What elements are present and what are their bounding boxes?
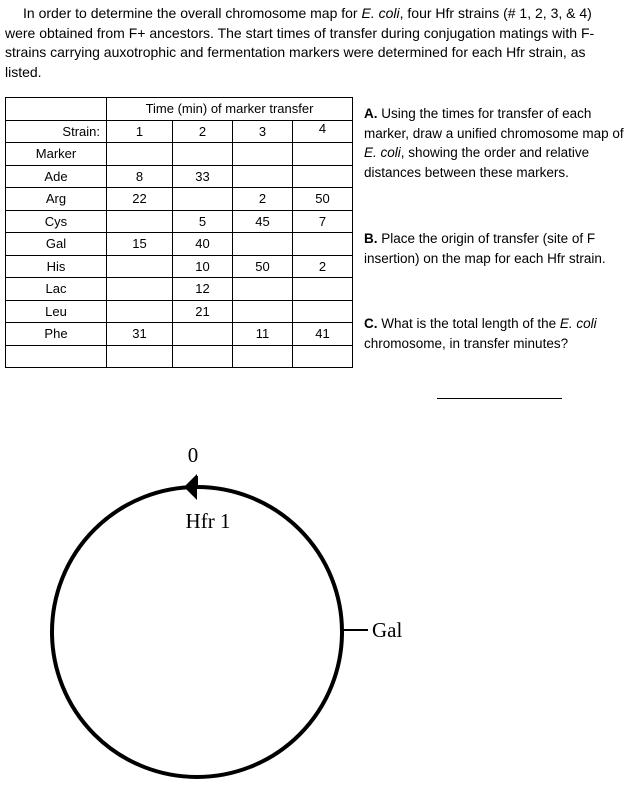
time-cell xyxy=(107,300,173,323)
marker-cell: His xyxy=(6,255,107,278)
time-cell: 45 xyxy=(233,210,293,233)
time-cell xyxy=(107,210,173,233)
time-cell xyxy=(233,233,293,256)
time-cell: 33 xyxy=(173,165,233,188)
time-cell: 31 xyxy=(107,323,173,346)
strain-header: 1 xyxy=(107,120,173,143)
marker-cell: Gal xyxy=(6,233,107,256)
time-cell xyxy=(107,255,173,278)
time-cell xyxy=(173,323,233,346)
time-cell: 2 xyxy=(233,188,293,211)
strain-header: 3 xyxy=(233,120,293,143)
time-cell: 10 xyxy=(173,255,233,278)
strain-label: Strain: xyxy=(6,120,107,143)
transfer-time-table xyxy=(5,97,353,368)
question-b: B. Place the origin of transfer (site of F insertion) on the map for each Hfr strain. xyxy=(364,231,606,266)
table-row xyxy=(6,323,353,346)
table-row xyxy=(6,300,353,323)
strain-header: 2 xyxy=(173,120,233,143)
table-corner xyxy=(6,98,107,121)
time-cell: 15 xyxy=(107,233,173,256)
time-cell xyxy=(233,165,293,188)
marker-cell: Phe xyxy=(6,323,107,346)
question-c: C. What is the total length of the E. coli chromosome, in transfer minutes? xyxy=(364,316,597,351)
table-row xyxy=(6,233,353,256)
question-c-letter: C. xyxy=(364,316,378,331)
time-cell: 50 xyxy=(293,188,353,211)
table-row xyxy=(6,255,353,278)
time-cell: 5 xyxy=(173,210,233,233)
time-cell: 12 xyxy=(173,278,233,301)
table-row xyxy=(6,188,353,211)
time-cell xyxy=(293,233,353,256)
time-cell: 11 xyxy=(233,323,293,346)
time-cell xyxy=(107,278,173,301)
intro-text-1: In order to determine the overall chromosome map for xyxy=(23,5,362,21)
table-title: Time (min) of marker transfer xyxy=(107,98,353,121)
question-a-letter: A. xyxy=(364,106,378,121)
time-cell xyxy=(293,278,353,301)
intro-text-2: , four Hfr strains (# 1, 2, 3, & 4) were obtained from F+ ancestors. The start times of transfer during conjugation matings with F- strains carrying auxotrophic and fermentation markers were determined for each Hfr strain, as listed. xyxy=(5,5,595,80)
question-a: A. Using the times for transfer of each marker, draw a unified chromosome map of E. coli, showing the order and relative distances between these markers. xyxy=(364,106,624,180)
time-cell xyxy=(173,188,233,211)
strain-header: 4 xyxy=(293,120,353,143)
zero-label: 0 xyxy=(187,443,199,467)
table-row xyxy=(6,278,353,301)
marker-cell: Arg xyxy=(6,188,107,211)
time-cell: 41 xyxy=(293,323,353,346)
marker-cell: Ade xyxy=(6,165,107,188)
time-cell: 2 xyxy=(293,255,353,278)
marker-cell: Lac xyxy=(6,278,107,301)
table-row xyxy=(6,210,353,233)
marker-cell: Leu xyxy=(6,300,107,323)
chromosome-map xyxy=(0,430,627,796)
time-cell xyxy=(293,300,353,323)
time-cell: 40 xyxy=(173,233,233,256)
time-cell: 22 xyxy=(107,188,173,211)
question-b-letter: B. xyxy=(364,231,378,246)
table-row-empty xyxy=(6,345,353,368)
time-cell: 7 xyxy=(293,210,353,233)
origin-arrow-icon xyxy=(184,474,197,500)
time-cell: 8 xyxy=(107,165,173,188)
answer-blank-line[interactable] xyxy=(437,398,562,399)
time-cell xyxy=(233,278,293,301)
time-cell xyxy=(233,300,293,323)
marker-cell: Cys xyxy=(6,210,107,233)
marker-label: Marker xyxy=(6,143,107,166)
hfr1-label: Hfr 1 xyxy=(185,509,231,533)
intro-organism: E. coli xyxy=(361,5,400,21)
gal-label: Gal xyxy=(372,618,403,642)
time-cell: 21 xyxy=(173,300,233,323)
table-row xyxy=(6,165,353,188)
time-cell: 50 xyxy=(233,255,293,278)
time-cell xyxy=(293,165,353,188)
intro-paragraph xyxy=(5,4,623,82)
